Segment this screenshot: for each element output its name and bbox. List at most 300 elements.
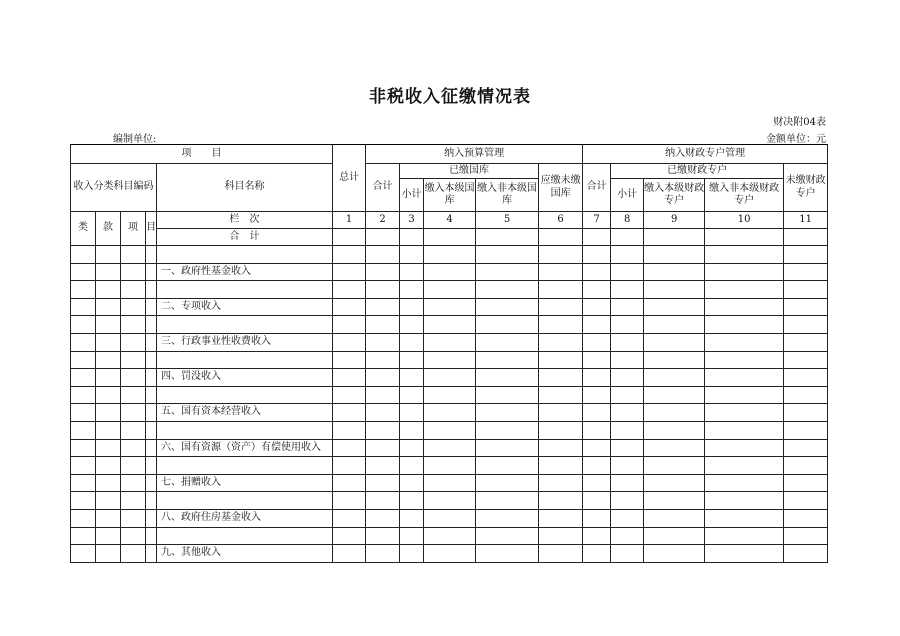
table-cell xyxy=(366,298,400,316)
subject-name-cell: 八、政府住房基金收入 xyxy=(157,509,333,527)
header-fiscal-paid-nonlevel: 缴入非本级财政专户 xyxy=(705,179,784,212)
table-cell xyxy=(644,333,705,351)
table-cell xyxy=(611,333,644,351)
table-cell xyxy=(705,246,784,264)
table-cell xyxy=(121,439,146,457)
form-tag: 财决附04表 xyxy=(773,117,826,128)
header-budget-group: 纳入预算管理 xyxy=(366,145,583,164)
table-cell xyxy=(583,263,611,281)
table-cell xyxy=(96,333,121,351)
table-cell xyxy=(366,509,400,527)
table-cell xyxy=(146,369,157,387)
table-row xyxy=(71,263,828,281)
table-cell xyxy=(146,246,157,264)
table-cell xyxy=(333,545,366,563)
table-cell xyxy=(583,509,611,527)
subject-name-cell: 九、其他收入 xyxy=(157,545,333,563)
table-cell xyxy=(400,281,424,299)
table-cell xyxy=(583,386,611,404)
header-fiscal-unpaid: 未缴财政专户 xyxy=(784,164,828,212)
table-cell xyxy=(644,492,705,510)
table-cell xyxy=(146,527,157,545)
table-cell xyxy=(644,298,705,316)
table-cell xyxy=(121,281,146,299)
table-cell xyxy=(366,439,400,457)
table-cell xyxy=(644,246,705,264)
table-cell xyxy=(96,492,121,510)
table-cell xyxy=(644,263,705,281)
table-cell xyxy=(121,298,146,316)
table-cell xyxy=(476,457,539,475)
table-cell xyxy=(784,492,828,510)
table-cell xyxy=(400,492,424,510)
table-cell xyxy=(784,316,828,334)
table-cell xyxy=(333,351,366,369)
table-cell xyxy=(400,474,424,492)
subject-name-cell xyxy=(157,246,333,264)
table-cell xyxy=(71,509,96,527)
table-cell xyxy=(366,316,400,334)
header-budget-paid-level: 缴入本级国库 xyxy=(424,179,476,212)
header-subject-name: 科目名称 xyxy=(157,164,333,212)
table-cell xyxy=(611,474,644,492)
table-row xyxy=(71,439,828,457)
table-cell xyxy=(366,527,400,545)
table-cell xyxy=(424,263,476,281)
table-cell xyxy=(71,404,96,422)
table-cell xyxy=(71,527,96,545)
table-cell xyxy=(333,281,366,299)
table-cell xyxy=(784,421,828,439)
table-cell xyxy=(476,527,539,545)
table-cell xyxy=(71,386,96,404)
table-cell xyxy=(611,527,644,545)
table-cell xyxy=(71,333,96,351)
header-fiscal-paid-group: 已缴财政专户 xyxy=(611,164,784,179)
table-cell xyxy=(539,457,583,475)
table-cell xyxy=(784,281,828,299)
table-cell xyxy=(476,333,539,351)
table-cell xyxy=(476,386,539,404)
table-cell xyxy=(476,246,539,264)
table-cell xyxy=(539,298,583,316)
table-cell xyxy=(705,333,784,351)
table-cell xyxy=(424,333,476,351)
subject-name-cell: 二、专项收入 xyxy=(157,298,333,316)
column-number: 11 xyxy=(784,212,828,229)
table-cell xyxy=(333,421,366,439)
table-cell xyxy=(705,509,784,527)
table-cell xyxy=(400,386,424,404)
table-cell xyxy=(146,351,157,369)
table-cell xyxy=(644,509,705,527)
table-cell xyxy=(784,457,828,475)
table-cell xyxy=(424,246,476,264)
table-cell xyxy=(539,263,583,281)
column-number: 6 xyxy=(539,212,583,229)
table-cell xyxy=(121,386,146,404)
table-cell xyxy=(333,404,366,422)
table-cell xyxy=(96,421,121,439)
table-cell xyxy=(476,492,539,510)
header-item-code: 项 xyxy=(121,212,146,246)
table-cell xyxy=(366,333,400,351)
table-cell xyxy=(611,421,644,439)
table-cell xyxy=(644,527,705,545)
table-cell xyxy=(644,474,705,492)
table-cell xyxy=(539,246,583,264)
table-cell xyxy=(121,316,146,334)
header-fiscal-total: 合计 xyxy=(583,164,611,212)
table-cell xyxy=(400,439,424,457)
table-cell xyxy=(784,404,828,422)
table-cell xyxy=(539,281,583,299)
table-cell xyxy=(476,439,539,457)
table-cell xyxy=(611,369,644,387)
header-total: 总计 xyxy=(333,145,366,212)
table-cell xyxy=(96,298,121,316)
table-cell xyxy=(583,246,611,264)
table-cell xyxy=(400,457,424,475)
column-number: 10 xyxy=(705,212,784,229)
table-cell xyxy=(366,263,400,281)
table-cell xyxy=(96,351,121,369)
table-cell xyxy=(333,316,366,334)
table-row xyxy=(71,421,828,439)
table-cell xyxy=(71,369,96,387)
table-cell xyxy=(400,421,424,439)
subject-name-cell xyxy=(157,527,333,545)
table-cell xyxy=(121,263,146,281)
table-cell xyxy=(644,316,705,334)
table-row xyxy=(71,386,828,404)
table-cell xyxy=(644,439,705,457)
table-cell xyxy=(121,474,146,492)
table-cell xyxy=(424,316,476,334)
table-cell xyxy=(400,509,424,527)
subject-name-cell: 七、捐赠收入 xyxy=(157,474,333,492)
table-cell xyxy=(366,457,400,475)
table-cell xyxy=(400,246,424,264)
table-cell xyxy=(705,457,784,475)
table-cell xyxy=(705,404,784,422)
table-cell xyxy=(146,509,157,527)
table-cell xyxy=(146,421,157,439)
table-cell xyxy=(400,333,424,351)
table-cell xyxy=(476,474,539,492)
table-cell xyxy=(705,298,784,316)
amount-unit-label: 金额单位：元 xyxy=(766,134,826,145)
table-cell xyxy=(146,474,157,492)
table-cell xyxy=(71,474,96,492)
column-number: 1 xyxy=(333,212,366,229)
table-cell xyxy=(424,281,476,299)
table-row xyxy=(71,281,828,299)
table-cell xyxy=(366,545,400,563)
table-cell xyxy=(121,404,146,422)
table-cell xyxy=(611,439,644,457)
table-cell xyxy=(611,404,644,422)
table-cell xyxy=(611,316,644,334)
table-cell xyxy=(784,246,828,264)
column-number: 5 xyxy=(476,212,539,229)
sum-row-label: 合 计 xyxy=(157,229,333,246)
table-row xyxy=(71,316,828,334)
table-cell xyxy=(476,316,539,334)
header-classification-code: 收入分类科目编码 xyxy=(71,164,157,212)
table-cell xyxy=(611,246,644,264)
table-row xyxy=(71,298,828,316)
table-cell xyxy=(583,492,611,510)
table-cell xyxy=(583,369,611,387)
table-cell xyxy=(539,386,583,404)
subject-name-cell: 五、国有资本经营收入 xyxy=(157,404,333,422)
table-cell xyxy=(476,351,539,369)
table-cell xyxy=(424,421,476,439)
table-cell xyxy=(121,457,146,475)
table-cell xyxy=(784,527,828,545)
table-cell xyxy=(366,404,400,422)
table-cell xyxy=(705,263,784,281)
table-cell xyxy=(784,545,828,563)
table-cell xyxy=(366,246,400,264)
table-cell xyxy=(611,263,644,281)
table-cell xyxy=(583,457,611,475)
table-cell xyxy=(333,263,366,281)
table-cell xyxy=(400,298,424,316)
table-cell xyxy=(146,545,157,563)
table-cell xyxy=(424,474,476,492)
table-cell xyxy=(121,333,146,351)
table-cell xyxy=(476,421,539,439)
table-cell xyxy=(333,246,366,264)
table-row xyxy=(71,509,828,527)
table-cell xyxy=(366,281,400,299)
table-cell xyxy=(424,509,476,527)
subject-name-cell xyxy=(157,386,333,404)
table-cell xyxy=(705,492,784,510)
header-budget-unpaid: 应缴未缴国库 xyxy=(539,164,583,212)
table-cell xyxy=(400,351,424,369)
table-cell xyxy=(539,492,583,510)
table-cell xyxy=(539,351,583,369)
table-cell xyxy=(96,263,121,281)
table-cell xyxy=(333,509,366,527)
table-cell xyxy=(333,386,366,404)
table-cell xyxy=(146,281,157,299)
table-cell xyxy=(366,474,400,492)
data-rows xyxy=(71,246,828,563)
column-number: 4 xyxy=(424,212,476,229)
table-cell xyxy=(96,369,121,387)
table-cell xyxy=(424,298,476,316)
table-cell xyxy=(539,404,583,422)
table-cell xyxy=(611,351,644,369)
report-title: 非税收入征缴情况表 xyxy=(369,87,531,107)
table-cell xyxy=(424,386,476,404)
revenue-collection-table xyxy=(70,144,828,563)
column-number: 8 xyxy=(611,212,644,229)
table-cell xyxy=(424,527,476,545)
table-cell xyxy=(146,439,157,457)
subject-name-cell: 三、行政事业性收费收入 xyxy=(157,333,333,351)
table-cell xyxy=(71,457,96,475)
table-cell xyxy=(333,369,366,387)
table-cell xyxy=(583,333,611,351)
subject-name-cell: 一、政府性基金收入 xyxy=(157,263,333,281)
table-cell xyxy=(784,474,828,492)
table-cell xyxy=(96,404,121,422)
table-cell xyxy=(583,527,611,545)
header-budget-total: 合计 xyxy=(366,164,400,212)
table-cell xyxy=(96,281,121,299)
table-cell xyxy=(705,439,784,457)
table-cell xyxy=(400,316,424,334)
table-cell xyxy=(71,246,96,264)
table-cell xyxy=(333,439,366,457)
table-cell xyxy=(583,281,611,299)
subject-name-cell xyxy=(157,457,333,475)
table-cell xyxy=(121,492,146,510)
table-cell xyxy=(146,298,157,316)
table-cell xyxy=(424,457,476,475)
table-cell xyxy=(333,474,366,492)
table-cell xyxy=(784,369,828,387)
table-cell xyxy=(333,492,366,510)
table-cell xyxy=(366,369,400,387)
table-cell xyxy=(705,369,784,387)
table-cell xyxy=(424,545,476,563)
table-cell xyxy=(539,474,583,492)
table-cell xyxy=(611,509,644,527)
table-cell xyxy=(71,351,96,369)
table-cell xyxy=(400,527,424,545)
table-cell xyxy=(400,545,424,563)
table-cell xyxy=(96,316,121,334)
table-row xyxy=(71,545,828,563)
header-item: 项 目 xyxy=(71,145,333,164)
table-cell xyxy=(705,386,784,404)
table-cell xyxy=(71,492,96,510)
header-class: 类 xyxy=(71,212,96,246)
table-cell xyxy=(476,545,539,563)
table-cell xyxy=(476,281,539,299)
table-cell xyxy=(96,439,121,457)
table-cell xyxy=(121,369,146,387)
table-row xyxy=(71,351,828,369)
subject-name-cell xyxy=(157,421,333,439)
table-cell xyxy=(583,421,611,439)
table-cell xyxy=(784,439,828,457)
table-cell xyxy=(146,316,157,334)
table-row xyxy=(71,369,828,387)
table-cell xyxy=(583,474,611,492)
table-cell xyxy=(539,333,583,351)
table-cell xyxy=(146,457,157,475)
table-cell xyxy=(611,492,644,510)
table-cell xyxy=(784,351,828,369)
table-cell xyxy=(71,316,96,334)
subject-name-cell xyxy=(157,316,333,334)
table-cell xyxy=(146,404,157,422)
table-cell xyxy=(424,404,476,422)
table-cell xyxy=(96,457,121,475)
table-cell xyxy=(71,263,96,281)
column-number: 7 xyxy=(583,212,611,229)
table-row xyxy=(71,404,828,422)
table-cell xyxy=(333,527,366,545)
table-cell xyxy=(121,509,146,527)
table-cell xyxy=(705,421,784,439)
reporting-unit-label: 编制单位: xyxy=(113,134,157,145)
table-cell xyxy=(71,421,96,439)
table-cell xyxy=(96,527,121,545)
table-cell xyxy=(476,263,539,281)
table-cell xyxy=(705,316,784,334)
table-cell xyxy=(71,298,96,316)
table-cell xyxy=(644,404,705,422)
table-cell xyxy=(71,439,96,457)
table-cell xyxy=(121,421,146,439)
table-cell xyxy=(476,298,539,316)
table-cell xyxy=(96,386,121,404)
table-cell xyxy=(121,351,146,369)
table-cell xyxy=(366,351,400,369)
table-cell xyxy=(539,509,583,527)
table-cell xyxy=(583,439,611,457)
header-fiscal-paid-level: 缴入本级财政专户 xyxy=(644,179,705,212)
table-cell xyxy=(784,298,828,316)
table-cell xyxy=(71,281,96,299)
table-cell xyxy=(366,492,400,510)
subject-name-cell: 四、罚没收入 xyxy=(157,369,333,387)
table-cell xyxy=(121,246,146,264)
subject-name-cell xyxy=(157,281,333,299)
table-cell xyxy=(644,281,705,299)
table-cell xyxy=(611,281,644,299)
table-cell xyxy=(539,545,583,563)
table-cell xyxy=(705,527,784,545)
header-budget-paid-nonlevel: 缴入非本级国库 xyxy=(476,179,539,212)
table-cell xyxy=(784,386,828,404)
table-cell xyxy=(400,404,424,422)
table-cell xyxy=(539,421,583,439)
table-cell xyxy=(644,421,705,439)
table-cell xyxy=(611,457,644,475)
subject-name-cell xyxy=(157,351,333,369)
table-row xyxy=(71,246,828,264)
table-cell xyxy=(333,298,366,316)
table-cell xyxy=(583,298,611,316)
table-cell xyxy=(784,263,828,281)
table-cell xyxy=(71,545,96,563)
row-number-label: 栏 次 xyxy=(157,212,333,229)
header-section: 款 xyxy=(96,212,121,246)
table-row xyxy=(71,474,828,492)
table-cell xyxy=(333,457,366,475)
table-cell xyxy=(96,545,121,563)
header-budget-paid-group: 已缴国库 xyxy=(400,164,539,179)
table-cell xyxy=(121,545,146,563)
table-cell xyxy=(366,421,400,439)
table-cell xyxy=(705,474,784,492)
table-cell xyxy=(424,439,476,457)
table-cell xyxy=(146,333,157,351)
table-cell xyxy=(644,457,705,475)
table-cell xyxy=(146,263,157,281)
table-cell xyxy=(146,386,157,404)
table-cell xyxy=(705,281,784,299)
